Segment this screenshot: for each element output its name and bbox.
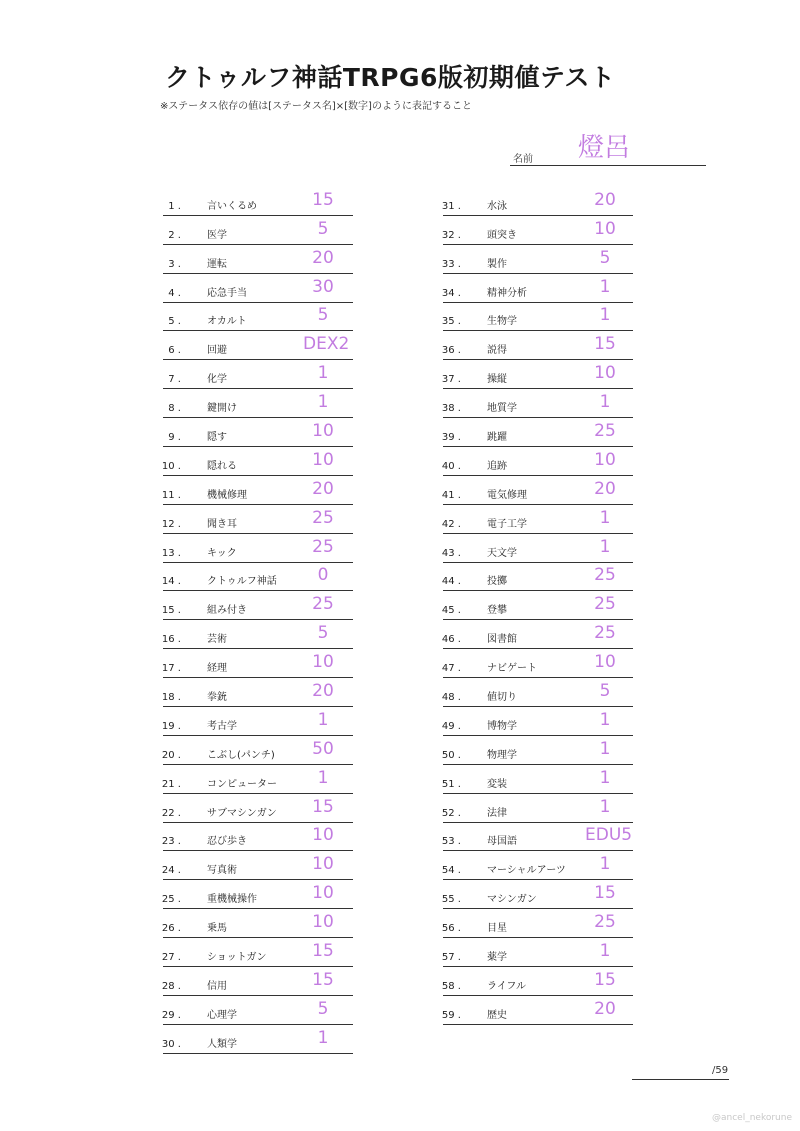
skill-row (443, 216, 633, 245)
skill-number: 17 . (161, 663, 181, 675)
skill-row (163, 1025, 353, 1054)
skill-row (443, 418, 633, 447)
skill-number: 21 . (161, 778, 181, 790)
skill-row (443, 389, 633, 418)
skill-value[interactable]: EDU5 (585, 825, 633, 846)
skill-value[interactable]: 1 (599, 305, 611, 326)
skill-number: 9 . (168, 432, 181, 444)
skill-value[interactable]: 1 (599, 507, 611, 528)
skill-label: クトゥルフ神話 (207, 576, 277, 588)
skill-label: 隠す (207, 432, 227, 444)
skill-value[interactable]: 10 (312, 883, 334, 904)
skill-row (443, 245, 633, 274)
skill-value[interactable]: 5 (599, 681, 611, 702)
skill-number: 6 . (168, 345, 181, 357)
skill-label: 薬学 (487, 952, 507, 964)
skill-label: 乗馬 (207, 923, 227, 935)
skill-value[interactable]: 25 (312, 507, 334, 528)
skill-value[interactable]: 1 (599, 854, 611, 875)
skill-row (443, 851, 633, 880)
skill-label: 追跡 (487, 460, 507, 472)
skill-value[interactable]: 1 (599, 536, 611, 557)
skill-row (163, 851, 353, 880)
skill-number: 42 . (441, 518, 461, 530)
skill-row (163, 794, 353, 823)
skill-value[interactable]: 25 (594, 565, 616, 586)
skill-number: 33 . (441, 258, 461, 270)
skill-label: 跳躍 (487, 432, 507, 444)
skill-number: 24 . (161, 865, 181, 877)
skill-value[interactable]: 1 (599, 767, 611, 788)
skill-label: 心理学 (207, 1009, 237, 1021)
skill-row (163, 649, 353, 678)
skill-label: 頭突き (487, 229, 517, 241)
skill-value[interactable]: 10 (312, 854, 334, 875)
skill-label: キック (207, 547, 237, 559)
skill-label: 鍵開け (207, 403, 237, 415)
skill-value[interactable]: 15 (312, 969, 334, 990)
watermark: @ancel_nekorune (712, 1113, 792, 1123)
skill-row (443, 938, 633, 967)
skill-row (163, 476, 353, 505)
skill-value[interactable]: 10 (312, 912, 334, 933)
skill-number: 18 . (161, 692, 181, 704)
skill-label: 投擲 (487, 576, 507, 588)
skill-value[interactable]: 1 (317, 363, 329, 384)
skill-value[interactable]: 1 (599, 392, 611, 413)
skill-number: 49 . (441, 720, 461, 732)
skill-value[interactable]: 1 (599, 796, 611, 817)
skill-value[interactable]: 20 (594, 189, 616, 210)
skill-label: 写真術 (207, 865, 237, 877)
skill-value[interactable]: 10 (594, 363, 616, 384)
skill-label: 化学 (207, 374, 227, 386)
skill-row (443, 909, 633, 938)
skill-value[interactable]: 1 (599, 738, 611, 759)
skill-number: 44 . (441, 576, 461, 588)
skill-label: 忍び歩き (207, 836, 247, 848)
skill-label: 聞き耳 (207, 518, 237, 530)
skill-value[interactable]: 5 (317, 305, 329, 326)
skill-number: 28 . (161, 980, 181, 992)
skill-label: 母国語 (487, 836, 517, 848)
skill-label: サブマシンガン (207, 807, 277, 819)
skill-value[interactable]: 10 (594, 652, 616, 673)
skill-row (443, 967, 633, 996)
skill-row (163, 736, 353, 765)
skill-value[interactable]: 5 (317, 998, 329, 1019)
skill-row (163, 967, 353, 996)
skill-label: 値切り (487, 692, 517, 704)
skill-value[interactable]: 5 (317, 218, 329, 239)
skill-value[interactable]: DEX2 (303, 334, 350, 355)
skill-label: 機械修理 (207, 489, 247, 501)
skill-label: 製作 (487, 258, 507, 270)
skill-label: 歴史 (487, 1009, 507, 1021)
skill-value[interactable]: 1 (599, 709, 611, 730)
skill-number: 11 . (161, 489, 181, 501)
skill-label: マシンガン (487, 894, 537, 906)
skill-row (443, 505, 633, 534)
skill-label: 登攀 (487, 605, 507, 617)
skill-number: 58 . (441, 980, 461, 992)
skill-row (163, 996, 353, 1025)
skill-label: 人類学 (207, 1038, 237, 1050)
skill-row (443, 736, 633, 765)
skill-value[interactable]: 20 (594, 998, 616, 1019)
skill-number: 3 . (168, 258, 181, 270)
instruction-note: ※ステータス依存の値は[ステータス名]×[数字]のように表記すること (160, 101, 472, 112)
skill-number: 22 . (161, 807, 181, 819)
skill-row (443, 447, 633, 476)
skill-row (443, 476, 633, 505)
skill-label: ナビゲート (487, 663, 537, 675)
skill-number: 8 . (168, 403, 181, 415)
skill-value[interactable]: 30 (312, 276, 334, 297)
skill-row (163, 591, 353, 620)
page-count-underline (632, 1079, 729, 1080)
skill-label: 変装 (487, 778, 507, 790)
skill-number: 48 . (441, 692, 461, 704)
name-underline (510, 165, 706, 166)
skill-row (443, 331, 633, 360)
skill-number: 41 . (441, 489, 461, 501)
skill-label: 法律 (487, 807, 507, 819)
skill-number: 38 . (441, 403, 461, 415)
skill-value[interactable]: 1 (599, 276, 611, 297)
skill-number: 25 . (161, 894, 181, 906)
skill-label: 精神分析 (487, 287, 527, 299)
skill-value[interactable]: 25 (594, 912, 616, 933)
page-count: /59 (712, 1065, 729, 1076)
skill-number: 10 . (161, 460, 181, 472)
skill-value[interactable]: 20 (594, 478, 616, 499)
skill-number: 40 . (441, 460, 461, 472)
skill-label: 信用 (207, 980, 227, 992)
skill-number: 1 . (168, 200, 181, 212)
skill-value[interactable]: 10 (312, 825, 334, 846)
skill-label: 拳銃 (207, 692, 227, 704)
skill-label: 目星 (487, 923, 507, 935)
skill-row (163, 880, 353, 909)
skill-value[interactable]: 25 (312, 536, 334, 557)
skill-value[interactable]: 0 (317, 565, 329, 586)
skill-row (443, 187, 633, 216)
skill-value[interactable]: 10 (594, 449, 616, 470)
skill-value[interactable]: 10 (312, 421, 334, 442)
skill-label: こぶし(パンチ) (207, 749, 275, 761)
skill-value[interactable]: 1 (317, 709, 329, 730)
skill-number: 23 . (161, 836, 181, 848)
skill-row (163, 534, 353, 563)
skill-row (443, 649, 633, 678)
skill-value[interactable]: 25 (312, 594, 334, 615)
skill-number: 13 . (161, 547, 181, 559)
skill-number: 29 . (161, 1009, 181, 1021)
skill-row (443, 880, 633, 909)
skill-number: 57 . (441, 952, 461, 964)
skill-label: 回避 (207, 345, 227, 357)
skill-number: 12 . (161, 518, 181, 530)
skill-number: 34 . (441, 287, 461, 299)
skill-label: 地質学 (487, 403, 517, 415)
skill-number: 2 . (168, 229, 181, 241)
skill-value[interactable]: 25 (594, 623, 616, 644)
skill-value[interactable]: 15 (312, 189, 334, 210)
skill-number: 15 . (161, 605, 181, 617)
skill-label: 隠れる (207, 460, 237, 472)
skill-number: 36 . (441, 345, 461, 357)
skill-number: 27 . (161, 952, 181, 964)
skill-row (163, 505, 353, 534)
skill-value[interactable]: 15 (594, 334, 616, 355)
skill-label: 医学 (207, 229, 227, 241)
skill-number: 37 . (441, 374, 461, 386)
skill-label: 博物学 (487, 720, 517, 732)
skill-value[interactable]: 15 (312, 796, 334, 817)
skill-number: 52 . (441, 807, 461, 819)
skill-row (443, 303, 633, 332)
skill-row (443, 678, 633, 707)
skill-value[interactable]: 1 (599, 941, 611, 962)
skill-label: 説得 (487, 345, 507, 357)
skill-row (443, 765, 633, 794)
skill-label: 天文学 (487, 547, 517, 559)
skill-label: コンピューター (207, 778, 277, 790)
skill-value[interactable]: 10 (312, 449, 334, 470)
skill-row (163, 418, 353, 447)
skill-row (163, 216, 353, 245)
skill-row (163, 678, 353, 707)
skill-value[interactable]: 15 (594, 969, 616, 990)
skill-value[interactable]: 1 (317, 767, 329, 788)
skill-number: 54 . (441, 865, 461, 877)
skill-value[interactable]: 50 (312, 738, 334, 759)
skill-value[interactable]: 10 (312, 652, 334, 673)
skill-row (163, 360, 353, 389)
skill-row (443, 620, 633, 649)
skill-value[interactable]: 20 (312, 478, 334, 499)
skill-column-right (443, 187, 633, 1025)
skill-label: 応急手当 (207, 287, 247, 299)
skill-value[interactable]: 20 (312, 681, 334, 702)
skill-row (163, 938, 353, 967)
skill-row (163, 389, 353, 418)
skill-label: 運転 (207, 258, 227, 270)
skill-row (163, 823, 353, 852)
skill-label: 組み付き (207, 605, 247, 617)
skill-row (443, 823, 633, 852)
skill-row (443, 563, 633, 592)
skill-column-left (163, 187, 353, 1054)
skill-number: 59 . (441, 1009, 461, 1021)
skill-value[interactable]: 25 (594, 594, 616, 615)
skill-number: 20 . (161, 749, 181, 761)
skill-number: 55 . (441, 894, 461, 906)
name-value[interactable]: 燈呂 (578, 133, 631, 163)
skill-label: 生物学 (487, 316, 517, 328)
skill-label: 操縦 (487, 374, 507, 386)
skill-label: 図書館 (487, 634, 517, 646)
skill-row (163, 245, 353, 274)
skill-value[interactable]: 10 (594, 218, 616, 239)
skill-number: 50 . (441, 749, 461, 761)
skill-value[interactable]: 25 (594, 421, 616, 442)
skill-number: 39 . (441, 432, 461, 444)
skill-row (163, 707, 353, 736)
skill-row (163, 765, 353, 794)
skill-row (163, 303, 353, 332)
skill-number: 5 . (168, 316, 181, 328)
skill-row (443, 591, 633, 620)
skill-label: 考古学 (207, 720, 237, 732)
skill-row (443, 274, 633, 303)
skill-number: 56 . (441, 923, 461, 935)
skill-value[interactable]: 5 (599, 247, 611, 268)
skill-number: 46 . (441, 634, 461, 646)
skill-label: 芸術 (207, 634, 227, 646)
skill-label: 物理学 (487, 749, 517, 761)
skill-label: オカルト (207, 316, 247, 328)
skill-number: 19 . (161, 720, 181, 732)
page-title: クトゥルフ神話TRPG6版初期値テスト (165, 63, 616, 92)
name-label: 名前 (513, 154, 533, 165)
skill-label: 電子工学 (487, 518, 527, 530)
skill-row (443, 794, 633, 823)
skill-number: 7 . (168, 374, 181, 386)
skill-number: 35 . (441, 316, 461, 328)
skill-number: 45 . (441, 605, 461, 617)
skill-value[interactable]: 15 (312, 941, 334, 962)
skill-label: 電気修理 (487, 489, 527, 501)
skill-row (163, 909, 353, 938)
skill-number: 51 . (441, 778, 461, 790)
skill-label: 重機械操作 (207, 894, 257, 906)
skill-label: 水泳 (487, 200, 507, 212)
skill-number: 30 . (161, 1038, 181, 1050)
skill-number: 4 . (168, 287, 181, 299)
skill-row (443, 707, 633, 736)
skill-row (163, 187, 353, 216)
skill-row (163, 274, 353, 303)
skill-label: ライフル (487, 980, 526, 992)
skill-number: 43 . (441, 547, 461, 559)
skill-label: 経理 (207, 663, 227, 675)
skill-value[interactable]: 5 (317, 623, 329, 644)
skill-number: 47 . (441, 663, 461, 675)
skill-number: 26 . (161, 923, 181, 935)
skill-row (163, 447, 353, 476)
skill-number: 32 . (441, 229, 461, 241)
skill-number: 53 . (441, 836, 461, 848)
skill-number: 14 . (161, 576, 181, 588)
skill-row (163, 331, 353, 360)
skill-value[interactable]: 1 (317, 392, 329, 413)
skill-label: ショットガン (207, 952, 267, 964)
skill-row (163, 563, 353, 592)
skill-row (163, 620, 353, 649)
skill-row (443, 360, 633, 389)
skill-value[interactable]: 1 (317, 1027, 329, 1048)
skill-row (443, 534, 633, 563)
skill-label: 言いくるめ (207, 200, 257, 212)
skill-number: 16 . (161, 634, 181, 646)
skill-row (443, 996, 633, 1025)
skill-label: マーシャルアーツ (487, 865, 566, 877)
skill-number: 31 . (441, 200, 461, 212)
skill-value[interactable]: 15 (594, 883, 616, 904)
skill-value[interactable]: 20 (312, 247, 334, 268)
